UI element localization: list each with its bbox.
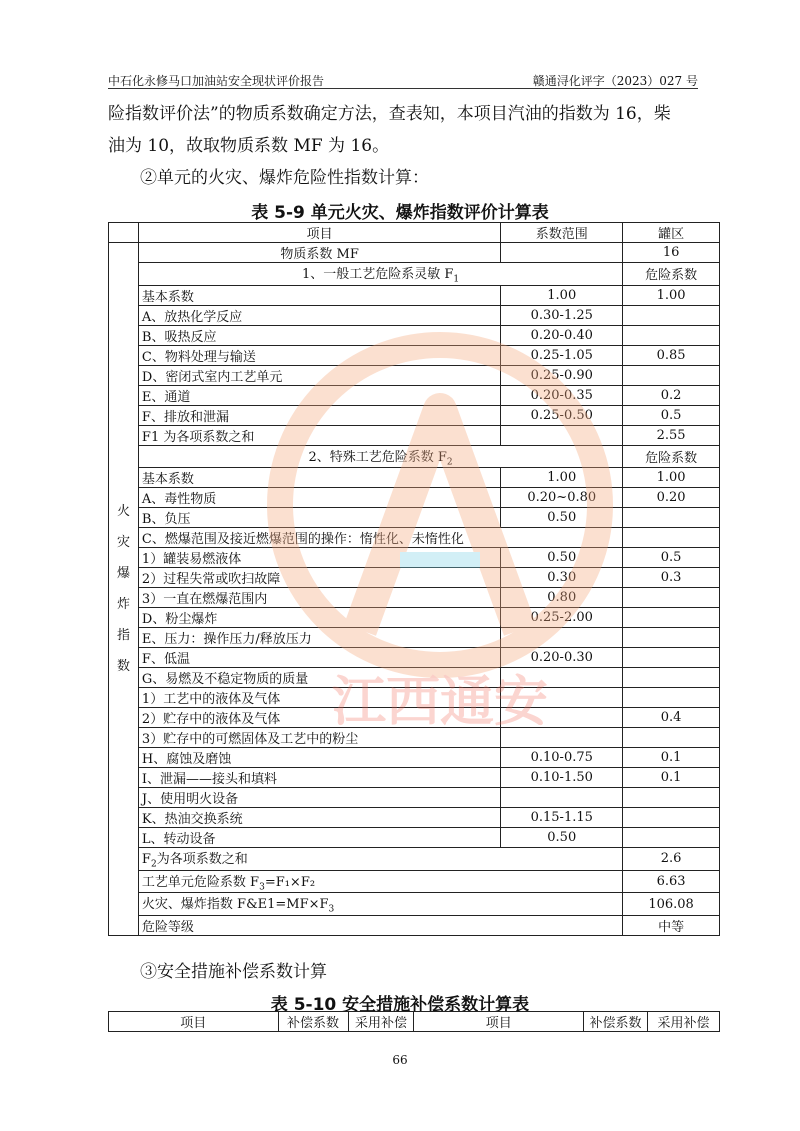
column-header: 采用补偿 [647, 1012, 719, 1032]
summary-value: 106.08 [623, 893, 720, 916]
side-label-char: 指 [116, 627, 130, 643]
item-cell: 3）一直在燃爆范围内 [138, 588, 500, 608]
table-row [109, 628, 720, 648]
range-cell: 0.30 [501, 568, 623, 588]
safety-compensation-table [108, 1011, 720, 1032]
side-label-char: 火 [116, 503, 130, 519]
range-cell: 0.20-0.40 [501, 325, 623, 345]
table-row [109, 808, 720, 828]
page-number: 66 [392, 1053, 408, 1067]
item-cell: 2）贮存中的液体及气体 [138, 708, 500, 728]
range-cell: 0.50 [501, 508, 623, 528]
column-header-range: 系数范围 [501, 223, 623, 243]
table-row [109, 345, 720, 365]
value-cell [623, 828, 720, 848]
table-row [109, 828, 720, 848]
table-row [109, 748, 720, 768]
paragraph-line: ③安全措施补偿系数计算 [140, 962, 327, 982]
side-label-char: 炸 [116, 596, 130, 612]
table-row [109, 548, 720, 568]
range-cell: 0.80 [501, 588, 623, 608]
summary-label: 危险等级 [138, 915, 622, 935]
item-cell: D、粉尘爆炸 [138, 608, 500, 628]
value-cell [623, 788, 720, 808]
range-cell: 0.25-1.05 [501, 345, 623, 365]
table-row [109, 508, 720, 528]
table-title: 表 5-10 安全措施补偿系数计算表 [270, 995, 530, 1015]
item-cell: 基本系数 [138, 285, 500, 305]
table-row [109, 285, 720, 305]
table-row [109, 405, 720, 425]
table-row [109, 708, 720, 728]
range-cell: 0.20-0.30 [501, 648, 623, 668]
column-header-area: 罐区 [623, 223, 720, 243]
table-row [109, 445, 720, 468]
side-label-char: 灾 [116, 534, 130, 550]
fire-explosion-index-table [108, 222, 720, 936]
item-cell: H、腐蚀及磨蚀 [138, 748, 500, 768]
item-cell: 1）罐装易燃液体 [138, 548, 500, 568]
value-cell: 2.55 [623, 425, 720, 445]
value-cell [623, 808, 720, 828]
item-cell: B、吸热反应 [138, 325, 500, 345]
table-row [109, 425, 720, 445]
table-row [109, 893, 720, 916]
table-row [109, 668, 720, 688]
item-cell: A、毒性物质 [138, 488, 500, 508]
table-row [109, 788, 720, 808]
table-row [109, 365, 720, 385]
value-cell: 0.20 [623, 488, 720, 508]
table-row [109, 325, 720, 345]
range-cell [501, 668, 623, 688]
corner-cell [109, 223, 139, 243]
item-cell: I、泄漏——接头和填料 [138, 768, 500, 788]
item-cell: B、负压 [138, 508, 500, 528]
item-cell: 2）过程失常或吹扫故障 [138, 568, 500, 588]
section-coef-header: 危险系数 [623, 445, 720, 468]
value-cell [623, 365, 720, 385]
mf-value: 16 [623, 243, 720, 263]
side-label-char: 爆 [116, 565, 130, 581]
item-cell: D、密闭式室内工艺单元 [138, 365, 500, 385]
column-header: 项目 [109, 1012, 279, 1032]
summary-label: 火灾、爆炸指数 $F\&E1=MF\times F_3$ [138, 893, 622, 916]
value-cell [623, 628, 720, 648]
range-cell [501, 688, 623, 708]
range-cell [501, 425, 623, 445]
page-header [108, 70, 698, 89]
table-row [109, 1012, 720, 1032]
paragraph-line: 油为 10，故取物质系数 MF 为 16。 [108, 136, 390, 156]
range-cell: 0.25-2.00 [501, 608, 623, 628]
range-cell [501, 628, 623, 648]
column-header: 补偿系数 [584, 1012, 648, 1032]
table-row [109, 528, 720, 548]
value-cell [623, 648, 720, 668]
table-row [109, 468, 720, 488]
item-cell: J、使用明火设备 [138, 788, 500, 808]
summary-value: 2.6 [623, 848, 720, 871]
column-header: 补偿系数 [278, 1012, 348, 1032]
item-cell: 1）工艺中的液体及气体 [138, 688, 500, 708]
value-cell [623, 588, 720, 608]
range-cell: 0.50 [501, 548, 623, 568]
column-header-item: 项目 [138, 223, 500, 243]
value-cell: 1.00 [623, 285, 720, 305]
range-cell [501, 788, 623, 808]
item-cell: G、易燃及不稳定物质的质量 [138, 668, 500, 688]
summary-label: 工艺单元危险系数 $F_3=F_1\times F_2$ [138, 870, 622, 893]
value-cell: 0.5 [623, 548, 720, 568]
item-cell: 基本系数 [138, 468, 500, 488]
summary-label: $F_2$为各项系数之和 [138, 848, 622, 871]
value-cell: 0.3 [623, 568, 720, 588]
range-cell: 0.50 [501, 828, 623, 848]
item-cell: A、放热化学反应 [138, 305, 500, 325]
section-heading: 1、一般工艺危险系灵敏 $F_1$ [138, 263, 622, 286]
item-cell: E、通道 [138, 385, 500, 405]
value-cell [623, 528, 720, 548]
range-cell: 0.15-1.15 [501, 808, 623, 828]
range-cell: 1.00 [501, 285, 623, 305]
value-cell [623, 728, 720, 748]
range-cell: 0.10-0.75 [501, 748, 623, 768]
value-cell: 0.4 [623, 708, 720, 728]
range-cell: 0.20-0.35 [501, 385, 623, 405]
table-row [109, 568, 720, 588]
table-row [109, 223, 720, 243]
section-coef-header: 危险系数 [623, 263, 720, 286]
range-cell: 1.00 [501, 468, 623, 488]
mf-label: 物质系数 MF [138, 243, 500, 263]
item-cell: C、物料处理与输送 [138, 345, 500, 365]
item-cell: F、低温 [138, 648, 500, 668]
table-row [109, 608, 720, 628]
table-row [109, 870, 720, 893]
value-cell [623, 325, 720, 345]
table-cell [501, 243, 623, 263]
value-cell [623, 608, 720, 628]
column-header: 项目 [414, 1012, 584, 1032]
header-right: 赣通浔化评字（2023）027 号 [532, 74, 698, 88]
item-cell: C、燃爆范围及接近燃爆范围的操作：惰性化、未惰性化 [138, 528, 622, 548]
table-row [109, 385, 720, 405]
table-row [109, 305, 720, 325]
range-cell: 0.10-1.50 [501, 768, 623, 788]
value-cell: 1.00 [623, 468, 720, 488]
value-cell: 0.5 [623, 405, 720, 425]
range-cell [501, 708, 623, 728]
table-row [109, 263, 720, 286]
header-left: 中石化永修马口加油站安全现状评价报告 [108, 74, 325, 88]
side-label-char: 数 [116, 658, 130, 674]
item-cell: F、排放和泄漏 [138, 405, 500, 425]
section-heading: 2、特殊工艺危险系数 $F_2$ [138, 445, 622, 468]
range-cell: 0.25-0.50 [501, 405, 623, 425]
table-row [109, 915, 720, 935]
summary-value: 中等 [623, 915, 720, 935]
table-row [109, 243, 720, 263]
side-label [109, 243, 139, 936]
summary-value: 6.63 [623, 870, 720, 893]
item-cell: E、压力：操作压力/释放压力 [138, 628, 500, 648]
value-cell [623, 668, 720, 688]
table-row [109, 728, 720, 748]
item-cell: F1 为各项系数之和 [138, 425, 500, 445]
value-cell: 0.1 [623, 748, 720, 768]
paragraph-line: 险指数评价法”的物质系数确定方法，查表知，本项目汽油的指数为 16，柴 [108, 104, 671, 124]
table-row [109, 688, 720, 708]
value-cell: 0.1 [623, 768, 720, 788]
range-cell: 0.30-1.25 [501, 305, 623, 325]
item-cell: L、转动设备 [138, 828, 500, 848]
table-row [109, 848, 720, 871]
table-row [109, 648, 720, 668]
item-cell: K、热油交换系统 [138, 808, 500, 828]
svg-text:江西通安: 江西通安 [332, 670, 548, 730]
table-row [109, 588, 720, 608]
range-cell: 0.20~0.80 [501, 488, 623, 508]
range-cell: 0.25-0.90 [501, 365, 623, 385]
range-cell [501, 728, 623, 748]
table-row [109, 488, 720, 508]
table-row [109, 768, 720, 788]
value-cell: 0.2 [623, 385, 720, 405]
value-cell [623, 305, 720, 325]
column-header: 采用补偿 [348, 1012, 414, 1032]
item-cell: 3）贮存中的可燃固体及工艺中的粉尘 [138, 728, 500, 748]
value-cell [623, 688, 720, 708]
value-cell: 0.85 [623, 345, 720, 365]
value-cell [623, 508, 720, 528]
paragraph-line: ②单元的火灾、爆炸危险性指数计算： [140, 168, 429, 188]
table-title: 表 5-9 单元火灾、爆炸指数评价计算表 [251, 203, 549, 223]
